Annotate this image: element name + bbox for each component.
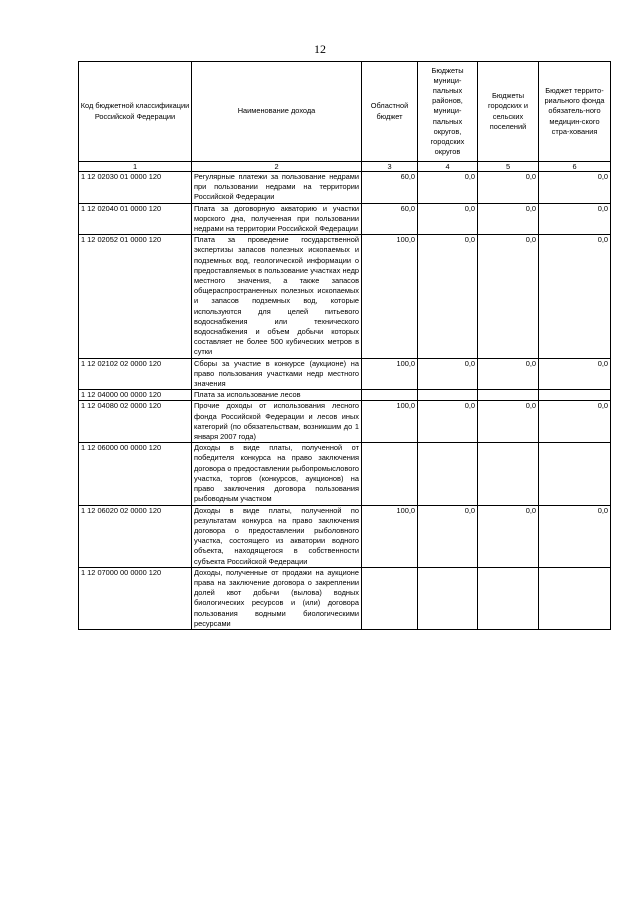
table-row [79, 172, 611, 204]
row-regional-value [362, 390, 418, 401]
row-settlement-value: 0,0 [478, 172, 539, 204]
row-name: Прочие доходы от использования лесного фонда Российской Федерации и лесов иных категорий (по обязательствам, возникшим до 1 января 2007 года) [192, 401, 362, 443]
row-code: 1 12 04000 00 0000 120 [79, 390, 192, 401]
row-name: Регулярные платежи за пользование недрами при пользовании недрами на территории Российской Федерации [192, 172, 362, 204]
row-settlement-value [478, 390, 539, 401]
row-medical-fund-value: 0,0 [539, 203, 611, 235]
column-numbers-row [79, 162, 611, 172]
header-medical-fund-budget: Бюджет террито-риального фонда обязатель-ного медицин-ского стра-хования [539, 62, 611, 162]
row-regional-value: 100,0 [362, 505, 418, 567]
row-code: 1 12 06000 00 0000 120 [79, 443, 192, 505]
row-name: Доходы в виде платы, полученной по результатам конкурса на право заключения договора о предоставлении рыболовного участка, состоящего из акватории водного объекта, находящегося в собственности субъекта Российской Федерации [192, 505, 362, 567]
row-settlement-value [478, 567, 539, 629]
row-code: 1 12 02102 02 0000 120 [79, 358, 192, 390]
row-settlement-value: 0,0 [478, 203, 539, 235]
row-regional-value: 60,0 [362, 203, 418, 235]
row-code: 1 12 06020 02 0000 120 [79, 505, 192, 567]
row-medical-fund-value: 0,0 [539, 358, 611, 390]
row-municipal-value: 0,0 [418, 401, 478, 443]
row-municipal-value [418, 567, 478, 629]
table-row [79, 505, 611, 567]
row-municipal-value: 0,0 [418, 172, 478, 204]
row-regional-value [362, 567, 418, 629]
column-number: 2 [192, 162, 362, 172]
row-municipal-value: 0,0 [418, 505, 478, 567]
row-name: Плата за договорную акваторию и участки морского дна, полученная при пользовании недрами на территории Российской Федерации [192, 203, 362, 235]
row-settlement-value: 0,0 [478, 401, 539, 443]
row-regional-value: 100,0 [362, 358, 418, 390]
row-medical-fund-value: 0,0 [539, 235, 611, 358]
row-regional-value: 60,0 [362, 172, 418, 204]
row-name: Сборы за участие в конкурсе (аукционе) на право пользования участками недр местного значения [192, 358, 362, 390]
revenue-table [78, 61, 611, 630]
row-code: 1 12 02040 01 0000 120 [79, 203, 192, 235]
column-number: 4 [418, 162, 478, 172]
table-row [79, 358, 611, 390]
row-name: Плата за проведение государственной экспертизы запасов полезных ископаемых и подземных вод, геологической информации о предоставляемых в пользование участках недр местного значения, а также запасов общераспространенных полезных ископаемых и запасов подземных вод, которые используются для целей питьевого водоснабжения или технического водоснабжения и объем добычи которых составляет не более 500 кубических метров в сутки [192, 235, 362, 358]
column-number: 6 [539, 162, 611, 172]
table-body [79, 172, 611, 630]
row-settlement-value: 0,0 [478, 235, 539, 358]
column-number: 1 [79, 162, 192, 172]
row-code: 1 12 02030 01 0000 120 [79, 172, 192, 204]
row-regional-value: 100,0 [362, 235, 418, 358]
table-row [79, 203, 611, 235]
row-medical-fund-value [539, 567, 611, 629]
table-row [79, 567, 611, 629]
row-medical-fund-value [539, 390, 611, 401]
row-medical-fund-value: 0,0 [539, 172, 611, 204]
table-row [79, 235, 611, 358]
row-name: Доходы, полученные от продажи на аукционе права на заключение договора о закреплении долей квот добычи (вылова) водных биологических ресурсов и (или) договора пользования водными биологическими ресурсами [192, 567, 362, 629]
header-municipal-budgets: Бюджеты муници-пальных районов, муници-пальных округов, городских округов [418, 62, 478, 162]
row-code: 1 12 02052 01 0000 120 [79, 235, 192, 358]
row-medical-fund-value: 0,0 [539, 505, 611, 567]
row-municipal-value [418, 443, 478, 505]
row-municipal-value: 0,0 [418, 358, 478, 390]
table-row [79, 390, 611, 401]
page-number: 12 [314, 42, 326, 56]
row-regional-value: 100,0 [362, 401, 418, 443]
row-medical-fund-value: 0,0 [539, 401, 611, 443]
row-settlement-value: 0,0 [478, 358, 539, 390]
row-settlement-value [478, 443, 539, 505]
column-number: 3 [362, 162, 418, 172]
row-municipal-value: 0,0 [418, 203, 478, 235]
header-regional-budget: Областной бюджет [362, 62, 418, 162]
table-row [79, 443, 611, 505]
row-medical-fund-value [539, 443, 611, 505]
table-header [79, 62, 611, 172]
row-code: 1 12 04080 02 0000 120 [79, 401, 192, 443]
row-name: Доходы в виде платы, полученной от победителя конкурса на право заключения договора о предоставлении рыбопромыслового участка, торгов (конкурсов, аукционов) на право заключения договора пользования рыбоводным участком [192, 443, 362, 505]
column-number: 5 [478, 162, 539, 172]
row-municipal-value [418, 390, 478, 401]
row-code: 1 12 07000 00 0000 120 [79, 567, 192, 629]
header-name: Наименование дохода [192, 62, 362, 162]
header-settlement-budgets: Бюджеты городских и сельских поселений [478, 62, 539, 162]
row-municipal-value: 0,0 [418, 235, 478, 358]
row-settlement-value: 0,0 [478, 505, 539, 567]
table-row [79, 401, 611, 443]
header-code: Код бюджетной классификации Российской Федерации [79, 62, 192, 162]
row-regional-value [362, 443, 418, 505]
row-name: Плата за использование лесов [192, 390, 362, 401]
